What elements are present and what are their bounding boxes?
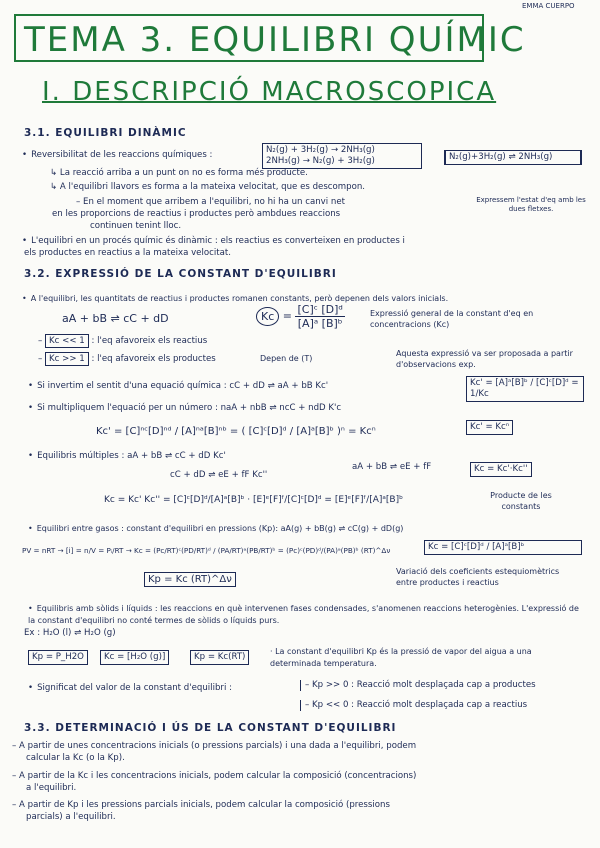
s32-example: Ex : H₂O (l) ⇌ H₂O (g) xyxy=(24,628,116,638)
s32-mult-text: Si multipliquem l'equació per un número : naA + nbB ⇌ ncC + ndD K'c xyxy=(37,403,342,413)
s32-kc-big: – Kc >> 1 : l'eq afavoreix els productes xyxy=(38,354,216,364)
s32-gas-box: Kc = [C]ᶜ[D]ᵈ / [A]ᵃ[B]ᵇ xyxy=(424,540,582,555)
s32-multiple xyxy=(28,451,226,462)
s32-multi-text: Equilibris múltiples : aA + bB ⇌ cC + dD Kc' xyxy=(37,451,226,461)
s32-invert xyxy=(28,381,328,392)
s31-arrow-note xyxy=(476,196,586,214)
s32-dep-note: Depen de (T) xyxy=(260,354,313,363)
section-3-3-heading: 3.3. DETERMINACIÓ I ÚS DE LA CONSTANT D'EQUILIBRI xyxy=(24,722,397,734)
s33-a1-text: A partir de unes concentracions inicials (o pressions parcials) i una dada a l'equilibri, podem xyxy=(19,741,417,751)
title-box xyxy=(14,14,526,62)
s31-line-5a xyxy=(22,236,405,247)
s32-expr-note: Expressió general de la constant d'eq en concentracions (Kc) xyxy=(370,309,534,329)
s32-solids xyxy=(28,603,583,627)
s32-multiply-box: Kc' = Kcⁿ xyxy=(466,420,513,435)
s32-proposed-note: Aquesta expressió va ser proposada a partir d'observacions exp. xyxy=(396,349,573,369)
s31-line-5b: els productes en reactius a la mateixa velocitat. xyxy=(24,248,231,258)
s33-a1b: calcular la Kc (o la Kp). xyxy=(26,753,125,763)
s32-kc-big-note: : l'eq afavoreix els productes xyxy=(91,354,216,364)
s32-significance xyxy=(28,683,232,694)
s31-eq1b: 2NH₃(g) → N₂(g) + 3H₂(g) xyxy=(266,156,375,166)
s32-kc-small-note: : l'eq afavoreix els reactius xyxy=(91,336,208,346)
s32-inv-text: Si invertim el sentit d'una equació química : cC + dD ⇌ aA + bB Kc' xyxy=(37,381,329,391)
s33-a2-text: A partir de la Kc i les concentracions inicials, podem calcular la composició (concentracions) xyxy=(19,771,417,781)
page-subtitle: I. DESCRIPCIÓ MACROSCOPICA xyxy=(42,77,497,107)
s32-multiple-eq: Kc = Kc' Kc'' = [C]ᶜ[D]ᵈ/[A]ᵃ[B]ᵇ · [E]ᵉ[F]ᶠ/[C]ᶜ[D]ᵈ = [E]ᵉ[F]ᶠ/[A]ᵃ[B]ᵇ xyxy=(104,495,403,505)
s31-line-4b: en les proporcions de reactius i productes però ambdues reaccions xyxy=(52,209,341,219)
s31-line-4c: continuen tenint lloc. xyxy=(90,221,182,231)
s32-kc-fraction xyxy=(295,303,344,330)
s32-box-kc-h2o: Kc = [H₂O (g)] xyxy=(100,650,169,665)
s31-l1-text: Reversibilitat de les reaccions químiques : xyxy=(31,150,213,160)
s31-eq1a: N₂(g) + 3H₂(g) → 2NH₃(g) xyxy=(266,145,375,155)
s33-a3b: parcials) a l'equilibri. xyxy=(26,812,116,822)
s32-kc-num: [C]ᶜ [D]ᵈ xyxy=(297,303,343,316)
s32-variation-note: Variació dels coeficients estequiomètrics entre productes i reactius xyxy=(396,567,560,587)
s32-kc-den: [A]ᵃ [B]ᵇ xyxy=(297,317,343,330)
s32-multiply xyxy=(28,403,341,414)
s32-gases xyxy=(28,523,403,534)
s32-signif-text: Significat del valor de la constant d'equilibri : xyxy=(37,683,232,693)
s32-l1-text: A l'equilibri, les quantitats de reactius i productes romanen constants, però depenen dels valors inicials. xyxy=(30,294,449,303)
s33-a3-text: A partir de Kp i les pressions parcials inicials, podem calcular la composició (pressions xyxy=(19,800,390,810)
s31-eq-combined: N₂(g)+3H₂(g) ⇌ 2NH₃(g) xyxy=(444,150,582,165)
s32-kc-expression: Kc = $\frac{\text{[C]ᶜ [D]ᵈ}}{\text{[A]ᵃ [B]ᵇ}}$ xyxy=(256,303,345,330)
s32-pv-eq: PV = nRT → [i] = n/V = Pᵢ/RT → Kc = (Pc/RT)ᶜ(PD/RT)ᵈ / (PA/RT)ᵃ(PB/RT)ᵇ = (Pc)ᶜ(PD)ᵈ/(PA)ᵃ(PB)ᵇ (RT)^Δν xyxy=(22,546,391,555)
section-3-1-heading: 3.1. EQUILIBRI DINÀMIC xyxy=(24,127,187,139)
s32-solids-text: Equilibris amb sòlids i líquids : les reaccions en què intervenen fases condensades, s'anomenen reaccions heterogènies. L'expressió de la constant d'equilibri no conté termes de sòlids o líquids purs. xyxy=(28,604,579,625)
page-title: TEMA 3. EQUILIBRI QUÍMIC xyxy=(24,20,526,60)
author-name: EMMA CUERPO xyxy=(522,2,575,10)
s32-gas-text: Equilibri entre gasos : constant d'equilibri en pressions (Kp): aA(g) + bB(g) ⇌ cC(g) + dD(g) xyxy=(36,524,404,533)
s32-reaction: aA + bB ⇌ cC + dD xyxy=(62,312,169,325)
s31-line-4a: – En el moment que arribem a l'equilibri, no hi ha un canvi net xyxy=(76,197,345,207)
s31-line-2: ↳ La reacció arriba a un punt on no es forma més producte. xyxy=(50,168,308,178)
s33-a2: – A partir de la Kc i les concentracions inicials, podem calcular la composició (concentracions) xyxy=(12,771,417,781)
section-3-2-heading: 3.2. EXPRESSIÓ DE LA CONSTANT D'EQUILIBRI xyxy=(24,268,337,280)
s32-line-1 xyxy=(22,293,448,304)
s32-multiple-box: Kc = Kc'·Kc'' xyxy=(470,462,532,477)
s31-line-3: ↳ A l'equilibri llavors es forma a la mateixa velocitat, que es descompon. xyxy=(50,182,366,192)
s32-multiply-eq: Kc' = [C]ⁿᶜ[D]ⁿᵈ / [A]ⁿᵃ[B]ⁿᵇ = ( [C]ᶜ[D]ᵈ / [A]ᵃ[B]ᵇ )ⁿ = Kcⁿ xyxy=(96,426,376,437)
s32-kc-symbol: Kc xyxy=(256,307,279,326)
s31-arrow-note-text: Expressem l'estat d'eq amb les dues fletxes. xyxy=(476,196,586,213)
s31-eq-box xyxy=(262,143,422,169)
s32-box-note: · La constant d'equilibri Kp és la pressió de vapor del aigua a una determinada temperatura. xyxy=(270,647,532,668)
s32-multiple-2: cC + dD ⇌ eE + fF Kc'' xyxy=(170,470,268,480)
s32-kc-big-box: Kc >> 1 xyxy=(45,352,89,366)
s32-product-note: Producte de les constants xyxy=(490,491,552,511)
s33-a1: – A partir de unes concentracions inicials (o pressions parcials) i una dada a l'equilibri, podem xyxy=(12,741,417,751)
s32-invert-box: Kc' = [A]ᵃ[B]ᵇ / [C]ᶜ[D]ᵈ = 1/Kc xyxy=(466,376,584,402)
s31-line-1 xyxy=(22,150,212,161)
s32-kc-small: – Kc << 1 : l'eq afavoreix els reactius xyxy=(38,336,208,346)
s32-sig-2: – Kp << 0 : Reacció molt desplaçada cap a reactius xyxy=(300,700,527,711)
s32-sig-1: – Kp >> 0 : Reacció molt desplaçada cap a productes xyxy=(300,680,536,691)
s32-kc-small-box: Kc << 1 xyxy=(45,334,89,348)
s32-box-kp-h2o: Kp = P_H2O xyxy=(28,650,88,665)
s33-a3: – A partir de Kp i les pressions parcials inicials, podem calcular la composició (pressions xyxy=(12,800,390,810)
s31-l5a-text: L'equilibri en un procés químic és dinàmic : els reactius es converteixen en productes i xyxy=(31,236,405,246)
s32-box-kp-kc: Kp = Kc(RT) xyxy=(190,650,249,665)
s33-a2b: a l'equilibri. xyxy=(26,783,77,793)
s32-kp-box: Kp = Kc (RT)^Δν xyxy=(144,572,236,587)
s32-multiple-3: aA + bB ⇌ eE + fF xyxy=(352,462,432,472)
